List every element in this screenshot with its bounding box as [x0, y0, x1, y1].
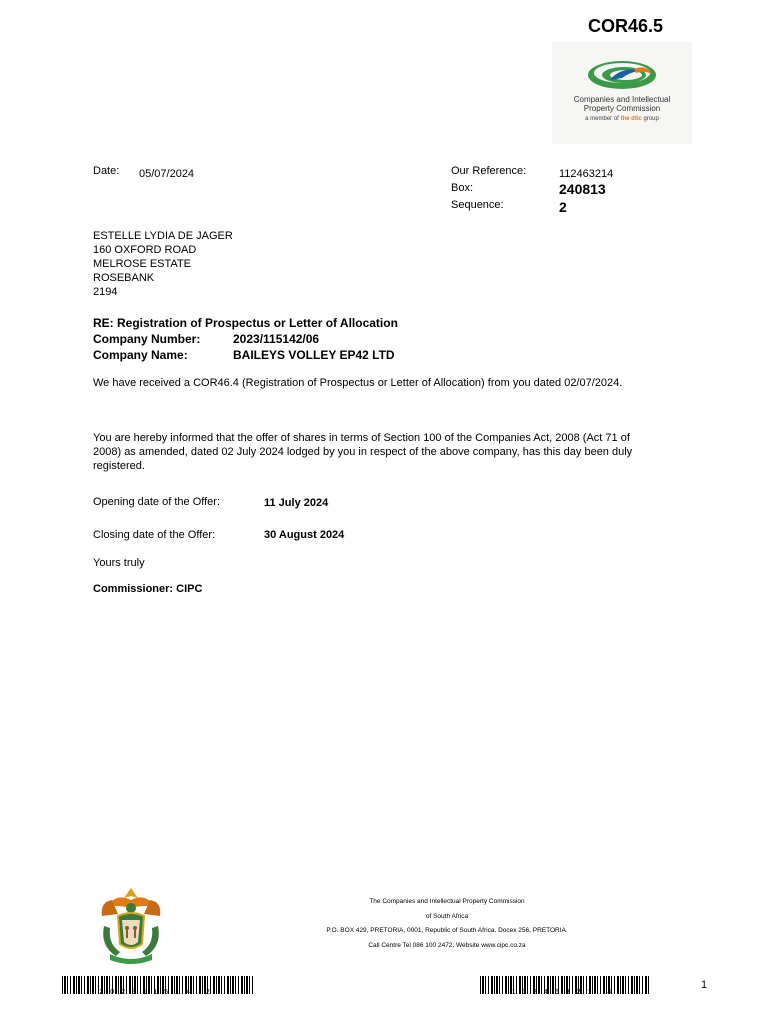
our-reference-label: Our Reference:: [451, 165, 527, 177]
sequence-value: 2: [559, 199, 567, 215]
address-line: ROSEBANK: [93, 272, 155, 284]
address-line: 160 OXFORD ROAD: [93, 244, 197, 256]
form-code: COR46.5: [588, 16, 664, 36]
footer-contact: [282, 895, 612, 953]
body-paragraph-registered: You are hereby informed that the offer of shares in terms of Section 100 of the Companies Act, 2008 (Act 71 of 2008) as amended, dated 02 July 2024 lodged by you in respect of the above company, has this day been duly registered.: [93, 432, 633, 472]
our-reference-value: 112463214: [559, 168, 614, 180]
opening-date-value: 11 July 2024: [264, 497, 329, 509]
box-label: Box:: [451, 182, 474, 194]
address-line: 2194: [93, 286, 118, 298]
closing-date-label: Closing date of the Offer:: [93, 529, 216, 541]
closing-date-value: 30 August 2024: [264, 529, 345, 541]
page-number: 1: [701, 979, 708, 991]
subject-line: RE: Registration of Prospectus or Letter of Allocation: [93, 316, 398, 330]
address-line: ESTELLE LYDIA DE JAGER: [93, 230, 233, 242]
body-paragraph-received: We have received a COR46.4 (Registration of Prospectus or Letter of Allocation) from you dated 02/07/2024.: [93, 377, 623, 389]
logo-member-suffix: group: [641, 116, 659, 122]
sequence-label: Sequence:: [451, 199, 504, 211]
barcode-company-number: [62, 976, 254, 998]
footer-line: The Companies and Intellectual Property Commission: [369, 898, 525, 905]
logo-org-name-line1: Companies and Intellectual: [573, 95, 671, 104]
footer-line: Call Centre Tel 086 100 2472, Website www.cipc.co.za: [368, 941, 526, 949]
coat-of-arms: [96, 886, 166, 968]
company-number-value: 2023/115142/06: [233, 332, 320, 346]
logo-org-name-line2: Property Commission: [583, 104, 661, 113]
company-number-label: Company Number:: [93, 332, 201, 346]
company-name-label: Company Name:: [93, 348, 188, 362]
date-label: Date:: [93, 165, 120, 177]
recipient-address: [93, 229, 233, 299]
signatory: Commissioner: CIPC: [93, 583, 203, 595]
barcode-reference: [480, 976, 650, 998]
barcode-digits: 202311514 2: [99, 989, 217, 996]
date-value: 05/07/2024: [139, 168, 195, 180]
company-name-value: BAILEYS VOLLEY EP42 LTD: [233, 348, 395, 362]
footer-line: P.O. BOX 429, PRETORIA, 0001, Republic of South Africa. Docex 256, PRETORIA.: [326, 927, 568, 934]
box-value: 240813: [559, 181, 606, 197]
south-africa-coat-of-arms-icon: [96, 886, 166, 968]
cipc-logo: [552, 42, 692, 144]
address-line: MELROSE ESTATE: [93, 258, 192, 270]
barcode-digits: 11246321 4: [511, 989, 619, 996]
footer-line: of South Africa: [425, 912, 469, 920]
opening-date-label: Opening date of the Offer:: [93, 496, 220, 508]
logo-org-name: [552, 95, 692, 113]
closing-salutation: Yours truly: [93, 557, 145, 569]
logo-member-accent: the dtic: [620, 116, 642, 122]
logo-member-prefix: a member of: [585, 116, 621, 122]
cipc-logo-icon: [552, 42, 692, 94]
logo-member-line: [552, 116, 692, 122]
